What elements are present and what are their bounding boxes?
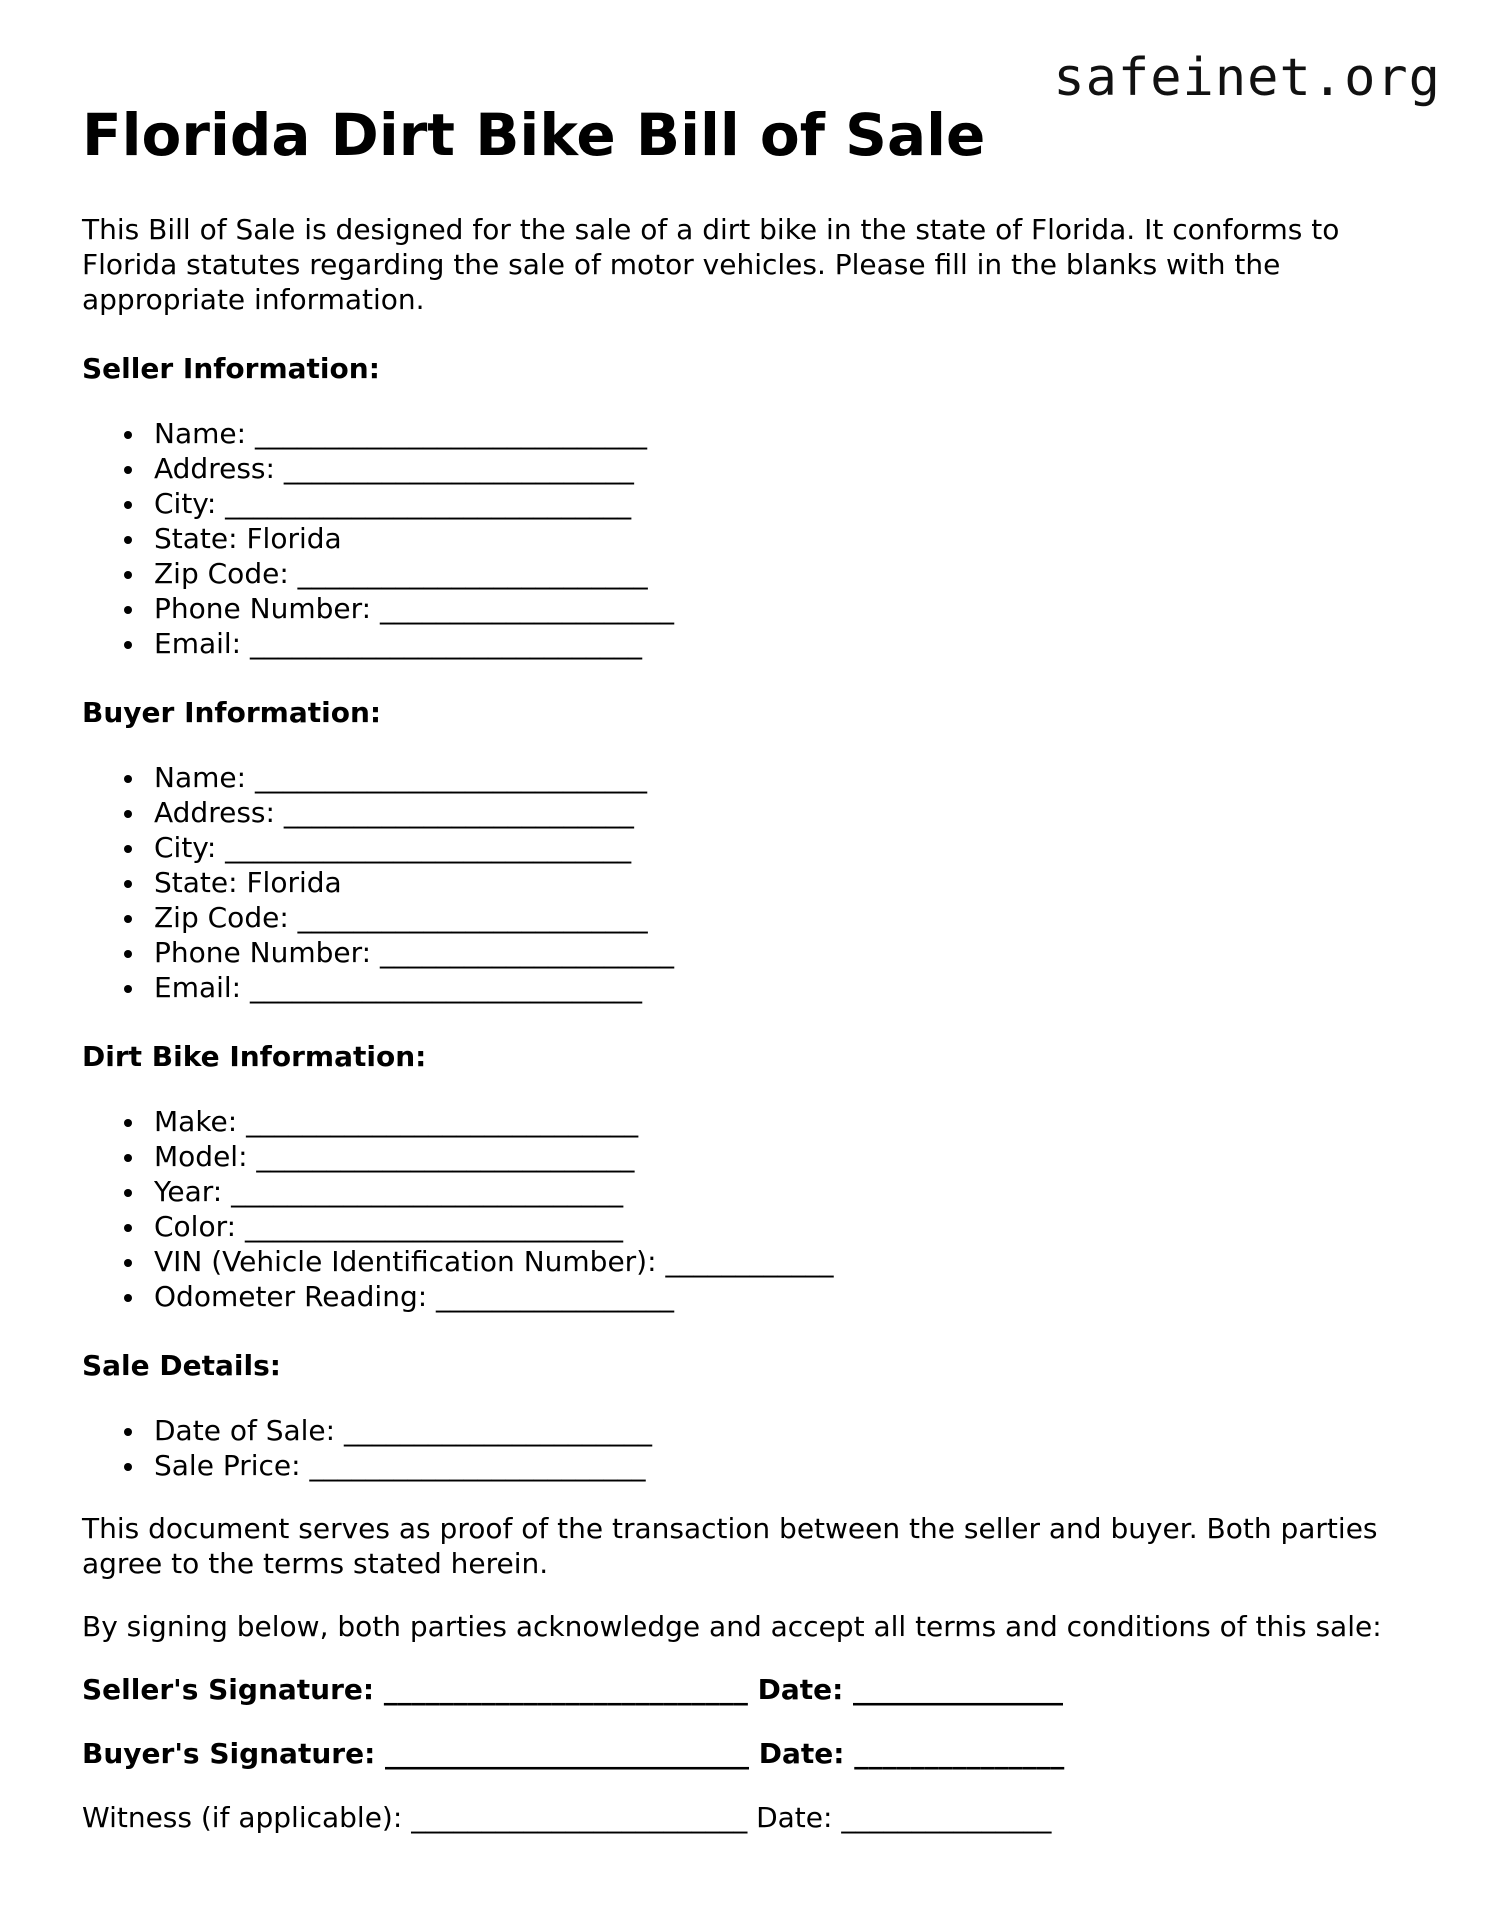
sale-date-field[interactable]: Date of Sale: ______________________ [82, 1413, 1422, 1448]
buyer-name-field[interactable]: Name: ____________________________ [82, 760, 1422, 795]
watermark-logo: safeinet.org [1053, 48, 1441, 108]
seller-signature-label: Seller's Signature: __________________________ Date: _______________ [82, 1673, 1064, 1706]
document-title: Florida Dirt Bike Bill of Sale [82, 101, 986, 169]
bike-model-field[interactable]: Model: ___________________________ [82, 1139, 1422, 1174]
buyer-address-field[interactable]: Address: _________________________ [82, 795, 1422, 830]
seller-state-field: State: Florida [82, 521, 1422, 556]
bike-color-field[interactable]: Color: ___________________________ [82, 1209, 1422, 1244]
sale-section-heading: Sale Details: [82, 1349, 281, 1382]
document-page [82, 100, 1422, 1864]
seller-email-field[interactable]: Email: ____________________________ [82, 626, 1422, 661]
buyer-section-heading: Buyer Information: [82, 696, 382, 729]
bike-year-field[interactable]: Year: ____________________________ [82, 1174, 1422, 1209]
bike-section-heading: Dirt Bike Information: [82, 1040, 427, 1073]
buyer-city-field[interactable]: City: _____________________________ [82, 830, 1422, 865]
seller-name-field[interactable]: Name: ____________________________ [82, 416, 1422, 451]
seller-zip-field[interactable]: Zip Code: _________________________ [82, 556, 1422, 591]
buyer-phone-field[interactable]: Phone Number: _____________________ [82, 935, 1422, 970]
buyer-email-field[interactable]: Email: ____________________________ [82, 970, 1422, 1005]
buyer-state-field: State: Florida [82, 865, 1422, 900]
sale-details-list [82, 1413, 1422, 1483]
bike-make-field[interactable]: Make: ____________________________ [82, 1104, 1422, 1139]
proof-paragraph: This document serves as proof of the transaction between the seller and buyer. Both parties agree to the terms stated herein. [82, 1512, 1378, 1580]
seller-info-list [82, 416, 1422, 661]
seller-signature-line[interactable] [82, 1672, 1422, 1707]
seller-phone-field[interactable]: Phone Number: _____________________ [82, 591, 1422, 626]
buyer-zip-field[interactable]: Zip Code: _________________________ [82, 900, 1422, 935]
bike-info-list [82, 1104, 1422, 1314]
acknowledgement-paragraph: By signing below, both parties acknowledge and accept all terms and conditions of this sale: [82, 1610, 1382, 1643]
buyer-signature-label: Buyer's Signature: __________________________ Date: _______________ [82, 1737, 1065, 1770]
bike-vin-field[interactable]: VIN (Vehicle Identification Number): ____________ [82, 1244, 1422, 1279]
sale-price-field[interactable]: Sale Price: ________________________ [82, 1448, 1422, 1483]
intro-paragraph: This Bill of Sale is designed for the sale of a dirt bike in the state of Florida. It conforms to Florida statutes regarding the sale of motor vehicles. Please fill in the blanks with the appropriate information. [82, 213, 1340, 316]
witness-signature-line[interactable]: Witness (if applicable): ________________________ Date: _______________ [82, 1801, 1052, 1834]
bike-odometer-field[interactable]: Odometer Reading: _________________ [82, 1279, 1422, 1314]
seller-section-heading: Seller Information: [82, 352, 380, 385]
buyer-signature-line[interactable] [82, 1736, 1422, 1771]
seller-address-field[interactable]: Address: _________________________ [82, 451, 1422, 486]
buyer-info-list [82, 760, 1422, 1005]
seller-city-field[interactable]: City: _____________________________ [82, 486, 1422, 521]
